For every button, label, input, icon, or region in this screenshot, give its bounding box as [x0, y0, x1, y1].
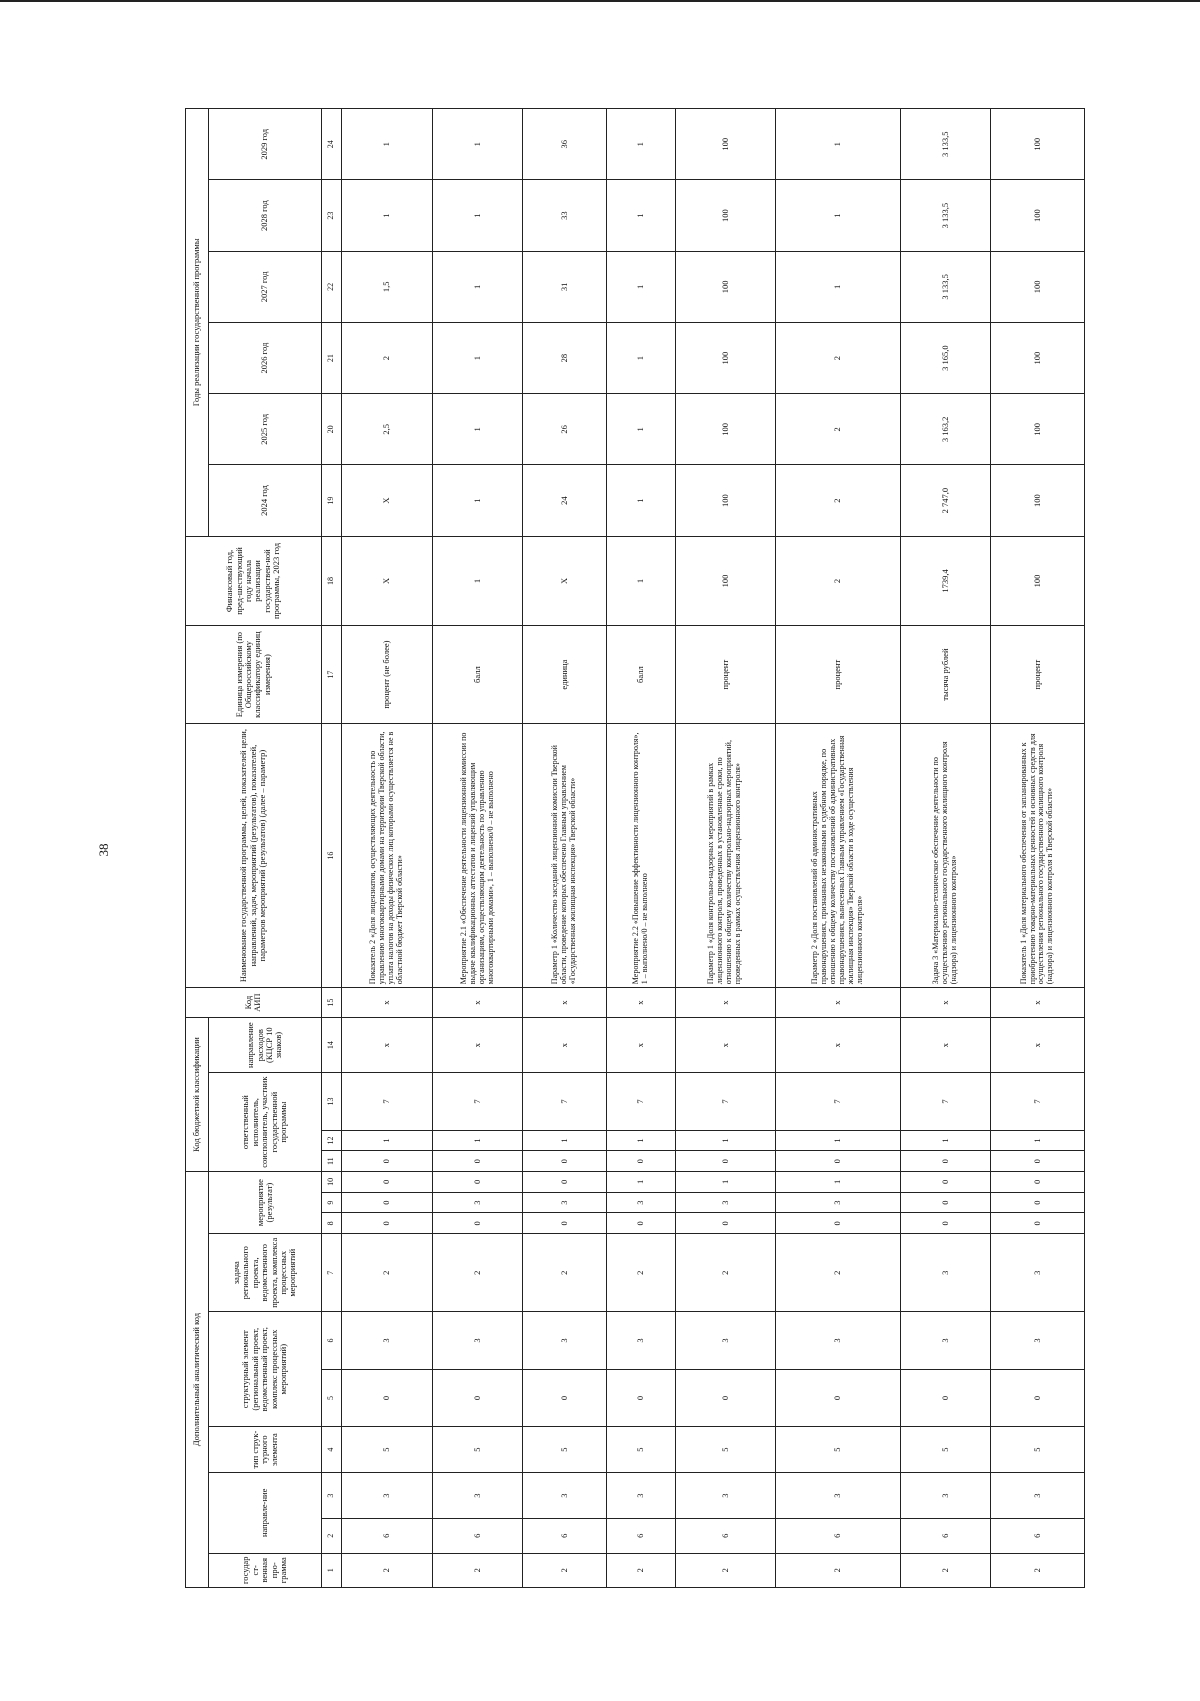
header-year-2024: 2024 год [208, 465, 321, 536]
header-unit: Единица измерения (по Общероссийскому классификатору единиц измерения) [186, 626, 322, 724]
value-cell: 1 [433, 109, 523, 181]
code-cell: 3 [523, 1473, 607, 1519]
value-cell: 100 [675, 465, 775, 536]
table-row [675, 109, 775, 1588]
header-resp: ответственный исполнитель, соисполнитель, участник государственной программы [208, 1073, 321, 1172]
value-cell: 1 [606, 465, 675, 536]
code-cell: 2 [901, 1553, 991, 1587]
code-cell: х [523, 988, 607, 1018]
column-number-cell: 4 [321, 1427, 341, 1473]
code-cell: 5 [523, 1427, 607, 1473]
column-number-cell: 19 [321, 465, 341, 536]
header-struct-elem: структурный элемент (региональный проект, ведомственный проект, комплекс процессных мероприятий) [208, 1312, 321, 1427]
row-name-cell: Мероприятие 2.2 «Повышение эффективности лицензионного контроля», 1 – выполнено/0 – не выполнено [606, 723, 675, 987]
code-cell: 0 [990, 1151, 1084, 1172]
value-cell: 3 133,5 [901, 180, 991, 251]
column-number-cell: 14 [321, 1018, 341, 1073]
value-cell: 100 [990, 536, 1084, 626]
code-cell: 6 [675, 1519, 775, 1553]
code-cell: 7 [775, 1073, 900, 1130]
code-cell: 2 [433, 1234, 523, 1312]
value-cell: 2 [341, 322, 433, 393]
code-cell: 3 [901, 1312, 991, 1369]
column-number-cell: 24 [321, 109, 341, 181]
column-number-cell: 8 [321, 1213, 341, 1234]
rotated-table-viewport [185, 108, 1085, 1588]
value-cell: 33 [523, 180, 607, 251]
code-cell: х [523, 1018, 607, 1073]
table-row [901, 109, 991, 1588]
code-cell: 0 [433, 1213, 523, 1234]
code-cell: 6 [523, 1519, 607, 1553]
program-table [185, 108, 1085, 1588]
column-number-cell: 13 [321, 1073, 341, 1130]
code-cell: 0 [433, 1172, 523, 1193]
code-cell: х [606, 988, 675, 1018]
code-cell: 0 [433, 1151, 523, 1172]
code-cell: 6 [901, 1519, 991, 1553]
code-cell: 1 [990, 1130, 1084, 1151]
value-cell: 100 [675, 180, 775, 251]
column-number-cell: 15 [321, 988, 341, 1018]
value-cell: 100 [675, 109, 775, 181]
code-cell: 2 [523, 1553, 607, 1587]
code-cell: 5 [341, 1427, 433, 1473]
table-row [523, 109, 607, 1588]
code-cell: 3 [675, 1312, 775, 1369]
code-cell: 6 [341, 1519, 433, 1553]
header-aip: Код АИП [186, 988, 322, 1018]
value-cell: 26 [523, 394, 607, 465]
code-cell: 3 [341, 1473, 433, 1519]
row-unit-cell: единица [523, 626, 607, 724]
column-numbers-row [321, 109, 341, 1588]
value-cell: 28 [523, 322, 607, 393]
header-budget-class-group: Код бюджетной классификации [186, 1018, 209, 1172]
value-cell: 3 165,0 [901, 322, 991, 393]
value-cell: 31 [523, 251, 607, 322]
value-cell: 1 [775, 180, 900, 251]
row-name-cell: Параметр 1 «Количество заседаний лицензионной комиссии Тверской области, проведение которых обеспечено Главным управлением «Государственная жилищная инспекция» Тверской области» [523, 723, 607, 987]
code-cell: 1 [606, 1130, 675, 1151]
code-cell: 3 [775, 1192, 900, 1213]
header-year-2026: 2026 год [208, 322, 321, 393]
code-cell: 0 [775, 1369, 900, 1426]
code-cell: х [775, 1018, 900, 1073]
code-cell: 0 [990, 1369, 1084, 1426]
column-number-cell: 5 [321, 1369, 341, 1426]
value-cell: 1 [433, 180, 523, 251]
column-number-cell: 11 [321, 1151, 341, 1172]
code-cell: х [433, 988, 523, 1018]
value-cell: Х [341, 536, 433, 626]
header-exp-dir: направление расходов (КЦСР 10 знаков) [208, 1018, 321, 1073]
code-cell: 2 [606, 1234, 675, 1312]
value-cell: 2 [775, 465, 900, 536]
scan-edge-line [0, 0, 1200, 2]
code-cell: 7 [606, 1073, 675, 1130]
value-cell: 1 [433, 251, 523, 322]
row-unit-cell: процент (не более) [341, 626, 433, 724]
value-cell: 3 133,5 [901, 109, 991, 181]
code-cell: 2 [433, 1553, 523, 1587]
code-cell: х [675, 988, 775, 1018]
value-cell: 3 163,2 [901, 394, 991, 465]
code-cell: 5 [675, 1427, 775, 1473]
code-cell: 0 [523, 1213, 607, 1234]
code-cell: 1 [606, 1172, 675, 1193]
code-cell: 0 [341, 1213, 433, 1234]
value-cell: 36 [523, 109, 607, 181]
code-cell: 2 [341, 1553, 433, 1587]
header-event: мероприятие (результат) [208, 1172, 321, 1234]
code-cell: 1 [675, 1172, 775, 1193]
row-name-cell: Параметр 2 «Доля постановлений об административных правонарушениях, признанных незаконными в судебном порядке, по отношению к общему количеству постановлений об административных правонарушениях, вынесенных Главным управлением «Государственная жилищная инспекция» Тверской области в ходе осуществления лицензионного контроля» [775, 723, 900, 987]
column-number-cell: 23 [321, 180, 341, 251]
column-number-cell: 18 [321, 536, 341, 626]
code-cell: 3 [341, 1312, 433, 1369]
header-napr: направле-ние [208, 1473, 321, 1553]
value-cell: 24 [523, 465, 607, 536]
code-cell: 7 [901, 1073, 991, 1130]
code-cell: 3 [675, 1473, 775, 1519]
code-cell: 2 [675, 1553, 775, 1587]
value-cell: 100 [990, 180, 1084, 251]
code-cell: 2 [775, 1234, 900, 1312]
code-cell: 3 [901, 1234, 991, 1312]
code-cell: х [775, 988, 900, 1018]
code-cell: 6 [775, 1519, 900, 1553]
code-cell: х [341, 988, 433, 1018]
code-cell: 0 [433, 1369, 523, 1426]
code-cell: 0 [606, 1213, 675, 1234]
code-cell: х [675, 1018, 775, 1073]
row-name-cell: Показатель 2 «Доля лицензиатов, осуществляющих деятельность по управлению многоквартирными домами на территории Тверской области, уплата налогов на доходы физических лиц которыми осуществляется не в областной бюджет Тверской области» [341, 723, 433, 987]
code-cell: 3 [606, 1192, 675, 1213]
code-cell: 1 [901, 1130, 991, 1151]
value-cell: 100 [990, 394, 1084, 465]
column-number-cell: 17 [321, 626, 341, 724]
row-unit-cell: процент [990, 626, 1084, 724]
code-cell: 3 [433, 1192, 523, 1213]
code-cell: 1 [433, 1130, 523, 1151]
row-name-cell: Мероприятие 2.1 «Обеспечение деятельности лицензионной комиссии по выдаче квалификационных аттестатов и лицензий управляющим организациям, осуществляющим деятельность по управлению многоквартирными домами», 1 – выполнено/0 – не выполнено [433, 723, 523, 987]
code-cell: 0 [675, 1369, 775, 1426]
row-unit-cell: балл [606, 626, 675, 724]
value-cell: 1 [606, 251, 675, 322]
code-cell: 2 [990, 1553, 1084, 1587]
code-cell: 0 [606, 1151, 675, 1172]
code-cell: 1 [775, 1130, 900, 1151]
value-cell: 2 [775, 394, 900, 465]
value-cell: 1 [775, 251, 900, 322]
code-cell: 3 [775, 1312, 900, 1369]
row-unit-cell: процент [675, 626, 775, 724]
code-cell: 1 [675, 1130, 775, 1151]
code-cell: 7 [523, 1073, 607, 1130]
code-cell: 2 [775, 1553, 900, 1587]
code-cell: 5 [606, 1427, 675, 1473]
table-row [341, 109, 433, 1588]
value-cell: Х [523, 536, 607, 626]
column-number-cell: 10 [321, 1172, 341, 1193]
value-cell: 2,5 [341, 394, 433, 465]
code-cell: 3 [433, 1312, 523, 1369]
value-cell: 1 [606, 322, 675, 393]
row-unit-cell: тысяча рублей [901, 626, 991, 724]
table-row [606, 109, 675, 1588]
table-row [775, 109, 900, 1588]
code-cell: 0 [990, 1172, 1084, 1193]
value-cell: 1 [433, 394, 523, 465]
value-cell: 1,5 [341, 251, 433, 322]
header-fin-year: Финансовый год, пред-шествующий году начала реализации государствен-ной программы, 2023 год [186, 536, 322, 626]
column-number-cell: 20 [321, 394, 341, 465]
code-cell: 0 [775, 1151, 900, 1172]
code-cell: 2 [606, 1553, 675, 1587]
value-cell: 1 [606, 536, 675, 626]
code-cell: 2 [675, 1234, 775, 1312]
column-number-cell: 1 [321, 1553, 341, 1587]
header-year-2029: 2029 год [208, 109, 321, 181]
code-cell: 1 [341, 1130, 433, 1151]
code-cell: 0 [606, 1369, 675, 1426]
code-cell: х [990, 988, 1084, 1018]
value-cell: 1 [341, 180, 433, 251]
code-cell: 0 [675, 1213, 775, 1234]
code-cell: 0 [990, 1192, 1084, 1213]
code-cell: 0 [523, 1172, 607, 1193]
code-cell: 0 [341, 1192, 433, 1213]
code-cell: 6 [606, 1519, 675, 1553]
code-cell: 6 [433, 1519, 523, 1553]
value-cell: 100 [675, 536, 775, 626]
column-number-cell: 12 [321, 1130, 341, 1151]
code-cell: 1 [523, 1130, 607, 1151]
code-cell: 0 [901, 1151, 991, 1172]
code-cell: 7 [675, 1073, 775, 1130]
value-cell: 100 [990, 109, 1084, 181]
header-years-group: Годы реализации государственной программы [186, 109, 209, 537]
code-cell: 0 [341, 1369, 433, 1426]
row-unit-cell: балл [433, 626, 523, 724]
row-name-cell: Параметр 1 «Доля контрольно-надзорных мероприятий в рамках лицензионного контроля, проведенных в установленные сроки, по отношению к общему количеству контрольно-надзорных мероприятий, проведенных в рамках осуществления лицензионного контроля» [675, 723, 775, 987]
code-cell: 7 [990, 1073, 1084, 1130]
code-cell: 3 [990, 1473, 1084, 1519]
header-analytic-code-group: Дополнительный аналитический код [186, 1172, 209, 1588]
value-cell: 100 [990, 322, 1084, 393]
code-cell: 0 [901, 1369, 991, 1426]
header-gp: государст-венная про-грамма [208, 1553, 321, 1587]
value-cell: 100 [675, 322, 775, 393]
header-name: Наименование государственной программы, целей, показателей цели, направлений, задач, мероприятий (результатов), показателей, параметров мероприятий (результатов) (далее – параметр) [186, 723, 322, 987]
code-cell: 3 [523, 1192, 607, 1213]
code-cell: х [433, 1018, 523, 1073]
code-cell: 2 [523, 1234, 607, 1312]
code-cell: 3 [606, 1312, 675, 1369]
value-cell: 2 747,0 [901, 465, 991, 536]
value-cell: 1 [433, 536, 523, 626]
code-cell: 0 [901, 1213, 991, 1234]
row-name-cell: Задача 3 «Материально-техническое обеспечение деятельности по осуществлению регионального государственного жилищного контроля (надзора) и лицензионного контроля» [901, 723, 991, 987]
value-cell: 2 [775, 536, 900, 626]
value-cell: 1739,4 [901, 536, 991, 626]
column-number-cell: 22 [321, 251, 341, 322]
code-cell: х [606, 1018, 675, 1073]
code-cell: 5 [775, 1427, 900, 1473]
value-cell: 3 133,5 [901, 251, 991, 322]
value-cell: 1 [433, 465, 523, 536]
value-cell: 1 [606, 180, 675, 251]
code-cell: 2 [341, 1234, 433, 1312]
code-cell: 3 [990, 1312, 1084, 1369]
code-cell: 0 [775, 1213, 900, 1234]
header-year-2025: 2025 год [208, 394, 321, 465]
code-cell: 0 [675, 1151, 775, 1172]
value-cell: 1 [606, 109, 675, 181]
header-year-2027: 2027 год [208, 251, 321, 322]
header-year-2028: 2028 год [208, 180, 321, 251]
code-cell: 3 [675, 1192, 775, 1213]
code-cell: 0 [990, 1213, 1084, 1234]
value-cell: 100 [675, 394, 775, 465]
code-cell: 7 [341, 1073, 433, 1130]
code-cell: х [901, 1018, 991, 1073]
column-number-cell: 6 [321, 1312, 341, 1369]
value-cell: Х [341, 465, 433, 536]
value-cell: 100 [990, 251, 1084, 322]
column-number-cell: 21 [321, 322, 341, 393]
code-cell: 0 [901, 1192, 991, 1213]
value-cell: 2 [775, 322, 900, 393]
code-cell: 3 [990, 1234, 1084, 1312]
table-row [433, 109, 523, 1588]
code-cell: 5 [433, 1427, 523, 1473]
row-name-cell: Показатель 1 «Доля материального обеспечения от запланированных к приобретению товарно-материальных ценностей и основных средств для осуществления регионального государственного жилищного контроля (надзора) и лицензионного контроля в Тверской области» [990, 723, 1084, 987]
code-cell: х [341, 1018, 433, 1073]
code-cell: 0 [523, 1369, 607, 1426]
code-cell: 1 [775, 1172, 900, 1193]
code-cell: 3 [433, 1473, 523, 1519]
code-cell: х [990, 1018, 1084, 1073]
code-cell: 5 [901, 1427, 991, 1473]
code-cell: 3 [523, 1312, 607, 1369]
value-cell: 1 [341, 109, 433, 181]
code-cell: 3 [901, 1473, 991, 1519]
table-row [990, 109, 1084, 1588]
code-cell: 3 [775, 1473, 900, 1519]
code-cell: 7 [433, 1073, 523, 1130]
value-cell: 1 [433, 322, 523, 393]
page-number: 38 [96, 843, 111, 857]
code-cell: х [901, 988, 991, 1018]
column-number-cell: 16 [321, 723, 341, 987]
header-task: задача регионального проекта, ведомственного проекта, комплекса процессных мероприятий [208, 1234, 321, 1312]
header-type-struct: тип струк-турного элемента [208, 1427, 321, 1473]
code-cell: 0 [901, 1172, 991, 1193]
code-cell: 0 [523, 1151, 607, 1172]
code-cell: 3 [606, 1473, 675, 1519]
row-unit-cell: процент [775, 626, 900, 724]
column-number-cell: 9 [321, 1192, 341, 1213]
value-cell: 100 [675, 251, 775, 322]
value-cell: 1 [775, 109, 900, 181]
code-cell: 0 [341, 1151, 433, 1172]
column-number-cell: 7 [321, 1234, 341, 1312]
value-cell: 100 [990, 465, 1084, 536]
code-cell: 6 [990, 1519, 1084, 1553]
value-cell: 1 [606, 394, 675, 465]
column-number-cell: 3 [321, 1473, 341, 1519]
code-cell: 0 [341, 1172, 433, 1193]
column-number-cell: 2 [321, 1519, 341, 1553]
code-cell: 5 [990, 1427, 1084, 1473]
